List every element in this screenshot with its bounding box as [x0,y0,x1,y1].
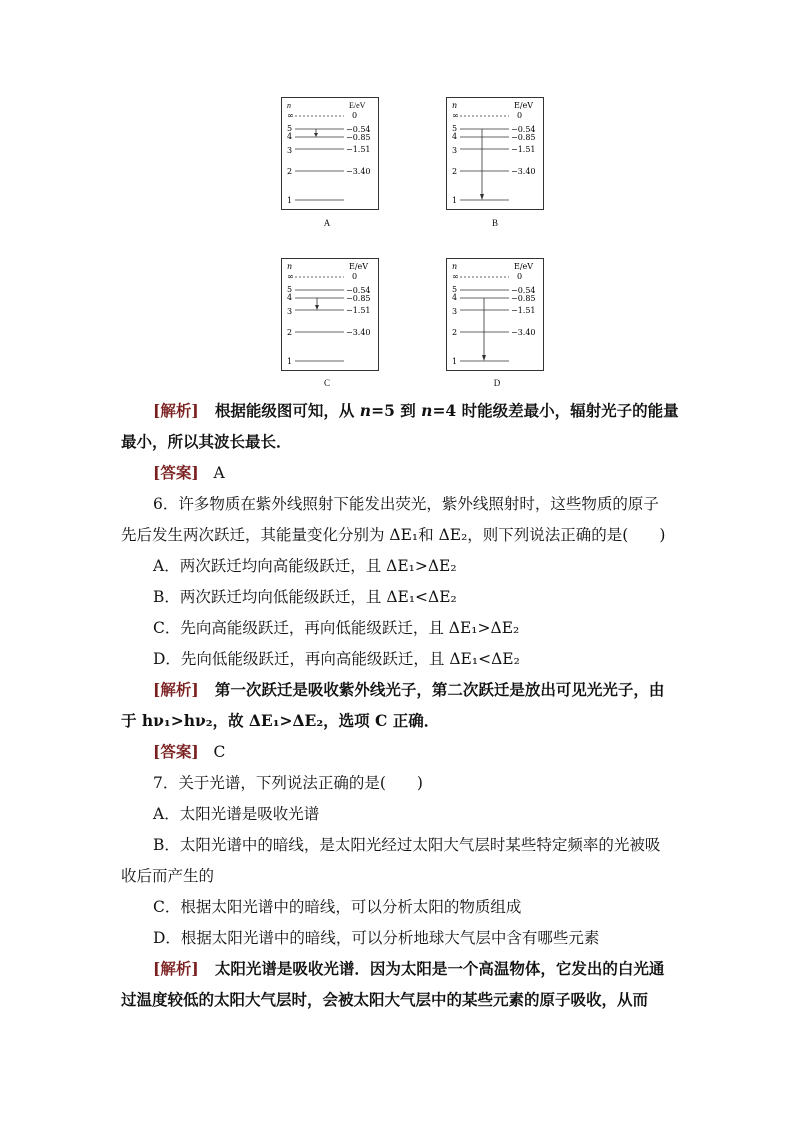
svg-text:−1.51: −1.51 [511,145,536,154]
svg-text:5: 5 [287,285,293,294]
svg-text:2: 2 [452,328,458,337]
explanation-5-line2: 最小，所以其波长最长． [121,432,292,451]
svg-text:n: n [287,262,293,271]
energy-level-diagram-d [446,258,544,371]
question-7-option-a: A．太阳光谱是吸收光谱 [153,805,320,823]
energy-level-diagram-b [446,97,544,210]
explanation-5-line1: [解析] 根据能级图可知，从 n=5 到 n=4 时能级差最小，辐射光子的能量 [153,401,679,420]
svg-text:2: 2 [452,167,458,176]
energy-level-svg [282,259,380,372]
svg-text:1: 1 [287,357,293,366]
diagram-caption-b: B [491,218,498,228]
svg-text:1: 1 [452,196,458,205]
question-7-option-d: D．根据太阳光谱中的暗线，可以分析地球大气层中含有哪些元素 [153,929,600,947]
diagram-caption-d: D [493,378,501,388]
explanation-6-line2: 于 hν₁>hν₂，故 ΔE₁>ΔE₂，选项 C 正确． [121,711,440,730]
explanation-tag: [解析] [153,401,199,420]
question-6-option-d: D．先向低能级跃迁，再向高能级跃迁，且 ΔE₁<ΔE₂ [153,650,520,668]
svg-text:3: 3 [452,307,458,316]
svg-text:4: 4 [287,293,293,302]
svg-text:−0.85: −0.85 [346,133,371,142]
svg-text:∞: ∞ [452,272,459,281]
svg-text:−0.85: −0.85 [511,133,536,142]
diagram-caption-c: C [323,378,330,388]
svg-text:E/eV: E/eV [514,101,534,110]
question-6-line1: 6．许多物质在紫外线照射下能发出荧光，紫外线照射时，这些物质的原子 [153,495,659,513]
svg-text:3: 3 [452,146,458,155]
svg-text:5: 5 [452,124,458,133]
svg-text:4: 4 [452,132,458,141]
svg-text:∞: ∞ [287,272,294,281]
svg-text:2: 2 [287,167,293,176]
diagram-caption-a: A [323,218,331,228]
explanation-7-line2: 过温度较低的太阳大气层时，会被太阳大气层中的某些元素的原子吸收，从而 [121,990,649,1009]
svg-text:−0.85: −0.85 [346,294,371,303]
svg-text:5: 5 [452,285,458,294]
question-6-option-c: C．先向高能级跃迁，再向低能级跃迁，且 ΔE₁>ΔE₂ [153,619,520,637]
svg-text:−3.40: −3.40 [346,328,371,337]
n-axis-label: n [287,101,291,110]
question-6-line2: 先后发生两次跃迁，其能量变化分别为 ΔE₁和 ΔE₂，则下列说法正确的是( ) [121,526,666,544]
level-inf-label: ∞ [287,111,294,120]
svg-text:E/eV: E/eV [514,262,534,271]
svg-text:2: 2 [287,328,293,337]
svg-text:0: 0 [517,272,523,281]
svg-text:4: 4 [287,132,293,141]
question-6-option-a: A．两次跃迁均向高能级跃迁，且 ΔE₁>ΔE₂ [153,557,457,575]
question-7-option-b-line1: B．太阳光谱中的暗线，是太阳光经过太阳大气层时某些特定频率的光被吸 [153,836,661,854]
svg-text:−3.40: −3.40 [511,167,536,176]
svg-text:4: 4 [452,293,458,302]
explanation-7-line1: [解析] 太阳光谱是吸收光谱．因为太阳是一个高温物体，它发出的白光通 [153,959,665,978]
question-6-option-b: B．两次跃迁均向低能级跃迁，且 ΔE₁<ΔE₂ [153,588,457,606]
svg-text:∞: ∞ [452,111,459,120]
svg-text:0: 0 [352,111,358,120]
question-7-option-b-line2: 收后而产生的 [121,867,215,885]
svg-text:−0.54: −0.54 [511,286,536,295]
svg-text:1: 1 [452,357,458,366]
svg-text:3: 3 [287,146,293,155]
svg-text:−1.51: −1.51 [346,145,371,154]
svg-text:0: 0 [517,111,523,120]
svg-text:0: 0 [352,272,358,281]
svg-text:−0.85: −0.85 [511,294,536,303]
svg-text:−3.40: −3.40 [346,167,371,176]
svg-text:n: n [452,262,458,271]
svg-text:E/eV: E/eV [349,262,369,271]
question-7: 7．关于光谱，下列说法正确的是( ) [153,774,423,792]
svg-text:−1.51: −1.51 [511,306,536,315]
energy-axis-label: E/eV [349,101,366,110]
energy-level-diagram-a [281,97,379,210]
answer-6: [答案] C [153,742,226,761]
answer-5: [答案] A [153,463,225,482]
energy-level-svg [282,98,380,211]
explanation-6-line1: [解析] 第一次跃迁是吸收紫外线光子，第二次跃迁是放出可见光光子，由 [153,680,665,699]
energy-level-svg [447,259,545,372]
svg-text:−0.54: −0.54 [346,286,371,295]
svg-text:5: 5 [287,124,293,133]
svg-text:n: n [452,101,458,110]
svg-text:−0.54: −0.54 [511,125,536,134]
svg-text:3: 3 [287,307,293,316]
svg-text:−0.54: −0.54 [346,125,371,134]
energy-level-diagram-c [281,258,379,371]
svg-text:−1.51: −1.51 [346,306,371,315]
energy-level-svg [447,98,545,211]
svg-text:1: 1 [287,196,293,205]
svg-text:−3.40: −3.40 [511,328,536,337]
question-7-option-c: C．根据太阳光谱中的暗线，可以分析太阳的物质组成 [153,898,522,916]
